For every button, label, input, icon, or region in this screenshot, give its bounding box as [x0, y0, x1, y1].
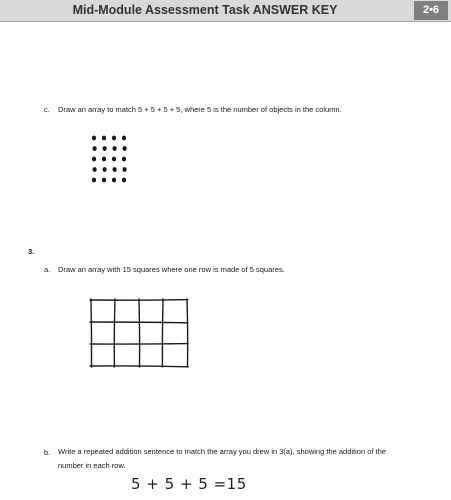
- part-a-prompt: Draw an array with 15 squares where one row is made of 5 squares.: [58, 265, 285, 274]
- part-c-prompt: Draw an array to match 5 + 5 + 5 + 5, where 5 is the number of objects in the column.: [58, 105, 342, 114]
- array-dot: [102, 157, 106, 162]
- array-dot: [102, 136, 106, 141]
- grid-column-line: [162, 299, 163, 367]
- array-dot: [92, 178, 96, 183]
- array-dot: [122, 157, 126, 162]
- array-dot: [92, 136, 96, 141]
- array-dot: [112, 157, 116, 162]
- array-dot: [122, 178, 126, 183]
- header-divider: [0, 21, 451, 22]
- array-dot: [113, 146, 117, 151]
- square-array: [88, 297, 190, 369]
- handwritten-answer: 5 + 5 + 5 =15: [131, 475, 247, 493]
- question-3-number: 3.: [28, 247, 35, 256]
- part-b-prompt: [58, 445, 438, 473]
- array-dot: [112, 178, 116, 183]
- array-dot: [93, 167, 97, 172]
- array-dot: [93, 146, 97, 151]
- array-dot: [112, 136, 116, 141]
- grid-column-line: [139, 299, 140, 367]
- grid-column-line: [91, 299, 92, 367]
- part-b-prompt-line1: Write a repeated addition sentence to match the array you drew in 3(a), showing the addition of the: [58, 447, 386, 456]
- array-dot: [92, 157, 96, 162]
- grid-column-line: [114, 299, 115, 367]
- part-a-label: a.: [44, 265, 51, 274]
- array-dot: [103, 167, 107, 172]
- part-c-label: c.: [44, 105, 50, 114]
- page-title: Mid-Module Assessment Task ANSWER KEY: [72, 3, 338, 17]
- part-b-label: b.: [44, 448, 51, 457]
- grid-column-line: [187, 299, 188, 367]
- array-dot: [122, 136, 126, 141]
- array-dot: [113, 167, 117, 172]
- array-dot: [103, 146, 107, 151]
- dot-array: [88, 132, 138, 190]
- array-dot: [102, 178, 106, 183]
- part-b-prompt-line2: number in each row.: [58, 461, 126, 470]
- array-dot: [123, 146, 127, 151]
- array-dot: [123, 167, 127, 172]
- lesson-badge: 2•6: [414, 1, 448, 20]
